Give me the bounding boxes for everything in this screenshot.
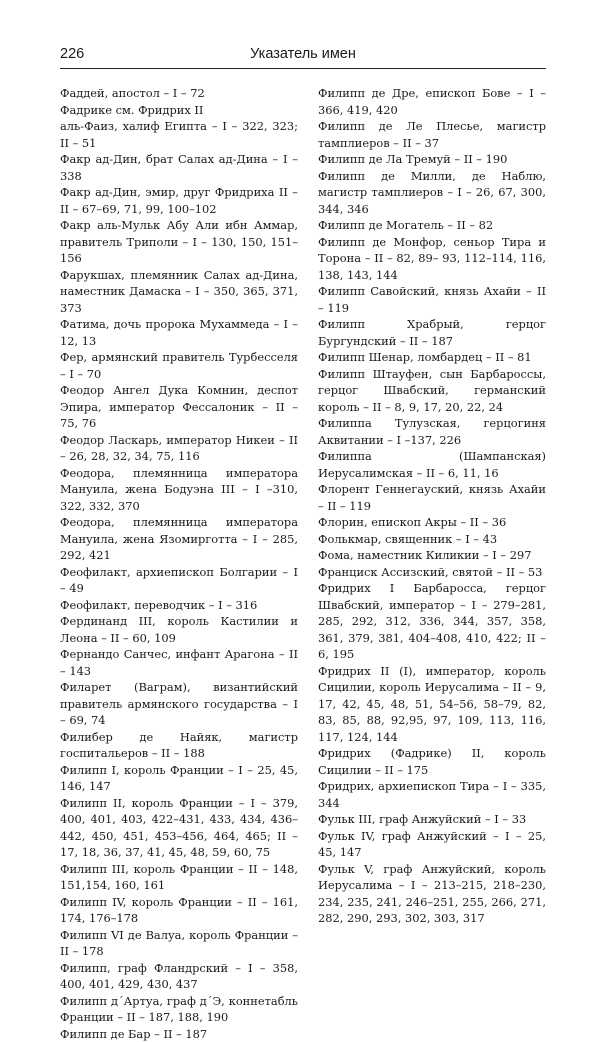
index-entry: Филиппа (Шампанская) Иерусалимская – II – 6, 11, 16 [318,448,546,481]
index-entry: Фолькмар, священник – I – 43 [318,531,546,548]
index-entry: Фульк IV, граф Анжуйский – I – 25, 45, 147 [318,828,546,861]
index-entry: Феодор Ангел Дука Комнин, деспот Эпира, император Фессалоник – II – 75, 76 [60,382,298,432]
index-entry: Филипп де Ле Плесье, магистр тамплиеров – II – 37 [318,118,546,151]
index-column-left [60,85,298,1042]
index-entry: Фарукшах, племянник Салах ад-Дина, наместник Дамаска – I – 350, 365, 371, 373 [60,267,298,317]
index-entry: Филипп Штауфен, сын Барбароссы, герцог Швабский, германский король – II – 8, 9, 17, 20, 22, 24 [318,366,546,416]
index-entry: Филипп де Милли, де Наблю, магистр тамплиеров – I – 26, 67, 300, 344, 346 [318,168,546,218]
index-entry: аль-Фаиз, халиф Египта – I – 322, 323; II – 51 [60,118,298,151]
index-entry: Фульк III, граф Анжуйский – I – 33 [318,811,546,828]
index-entry: Филибер де Найяк, магистр госпитальеров – II – 188 [60,729,298,762]
index-entry: Факр ад-Дин, брат Салах ад-Дина – I – 338 [60,151,298,184]
index-entry: Феодора, племянница императора Мануила, жена Язомирготта – I – 285, 292, 421 [60,514,298,564]
index-entry: Факр ад-Дин, эмир, друг Фридриха II – II – 67–69, 71, 99, 100–102 [60,184,298,217]
index-entry: Фатима, дочь пророка Мухаммеда – I – 12, 13 [60,316,298,349]
index-entry: Фридрих, архиепископ Тира – I – 335, 344 [318,778,546,811]
index-entry: Филипп, граф Фландрский – I – 358, 400, 401, 429, 430, 437 [60,960,298,993]
index-entry: Филипп де Монфор, сеньор Тира и Торона – II – 82, 89– 93, 112–114, 116, 138, 143, 144 [318,234,546,284]
index-entry: Филипп VI де Валуа, король Франции – II – 178 [60,927,298,960]
index-entry: Филипп IV, король Франции – II – 161, 174, 176–178 [60,894,298,927]
index-entry: Флорент Геннегауский, князь Ахайи – II – 119 [318,481,546,514]
index-entry: Фридрих (Фадрике) II, король Сицилии – II – 175 [318,745,546,778]
page-header [60,44,546,69]
running-title: Указатель имен [60,46,546,62]
index-entry: Флорин, епископ Акры – II – 36 [318,514,546,531]
index-entry: Феофилакт, переводчик – I – 316 [60,597,298,614]
index-entry: Филарет (Ваграм), византийский правитель армянского государства – I – 69, 74 [60,679,298,729]
index-entry: Фернандо Санчес, инфант Арагона – II – 143 [60,646,298,679]
index-entry: Филипп II, король Франции – I – 379, 400, 401, 403, 422–431, 433, 434, 436–442, 450, 451, 453–456, 464, 465; II – 17, 18, 36, 37, 41, 45, 48, 59, 60, 75 [60,795,298,861]
index-entry: Феодора, племянница императора Мануила, жена Бодуэна III – I –310, 322, 332, 370 [60,465,298,515]
index-entry: Феофилакт, архиепископ Болгарии – I – 49 [60,564,298,597]
index-entry: Филипп де Могатель – II – 82 [318,217,546,234]
index-entry: Феодор Ласкарь, император Никеи – II – 26, 28, 32, 34, 75, 116 [60,432,298,465]
index-entry: Франциск Ассизский, святой – II – 53 [318,564,546,581]
index-entry: Филипп I, король Франции – I – 25, 45, 146, 147 [60,762,298,795]
index-entry: Фадрике см. Фридрих II [60,102,298,119]
index-entry: Филипп д´Артуа, граф д´Э, коннетабль Франции – II – 187, 188, 190 [60,993,298,1026]
index-entry: Фридрих II (I), император, король Сицилии, король Иерусалима – II – 9, 17, 42, 45, 48, 51, 54–56, 58–79, 82, 83, 85, 88, 92,95, 97, 109, 113, 116, 117, 124, 144 [318,663,546,746]
index-entry: Филипп де Бар – II – 187 [60,1026,298,1042]
index-entry: Фер, армянский правитель Турбесселя – I – 70 [60,349,298,382]
index-entry: Факр аль-Мульк Абу Али ибн Аммар, правитель Триполи – I – 130, 150, 151–156 [60,217,298,267]
index-entry: Фома, наместник Киликии – I – 297 [318,547,546,564]
index-entry: Фридрих I Барбаросса, герцог Швабский, император – I – 279–281, 285, 292, 312, 336, 344, 357, 358, 361, 379, 381, 404–408, 410, 422; II – 6, 195 [318,580,546,663]
page-number: 226 [60,46,84,62]
index-entry: Филипп Шенар, ломбардец – II – 81 [318,349,546,366]
index-entry: Филиппа Тулузская, герцогиня Аквитании – I –137, 226 [318,415,546,448]
index-entry: Филипп Храбрый, герцог Бургундский – II – 187 [318,316,546,349]
index-entry: Фаддей, апостол – I – 72 [60,85,298,102]
index-entry: Фердинанд III, король Кастилии и Леона – II – 60, 109 [60,613,298,646]
index-entry: Филипп де Ла Тремуй – II – 190 [318,151,546,168]
index-entry: Филипп III, король Франции – II – 148, 151,154, 160, 161 [60,861,298,894]
index-entry: Филипп де Дре, епископ Бове – I – 366, 419, 420 [318,85,546,118]
index-column-right [318,85,546,927]
index-entry: Фульк V, граф Анжуйский, король Иерусалима – I – 213–215, 218–230, 234, 235, 241, 246–251, 255, 266, 271, 282, 290, 293, 302, 303, 317 [318,861,546,927]
index-entry: Филипп Савойский, князь Ахайи – II – 119 [318,283,546,316]
